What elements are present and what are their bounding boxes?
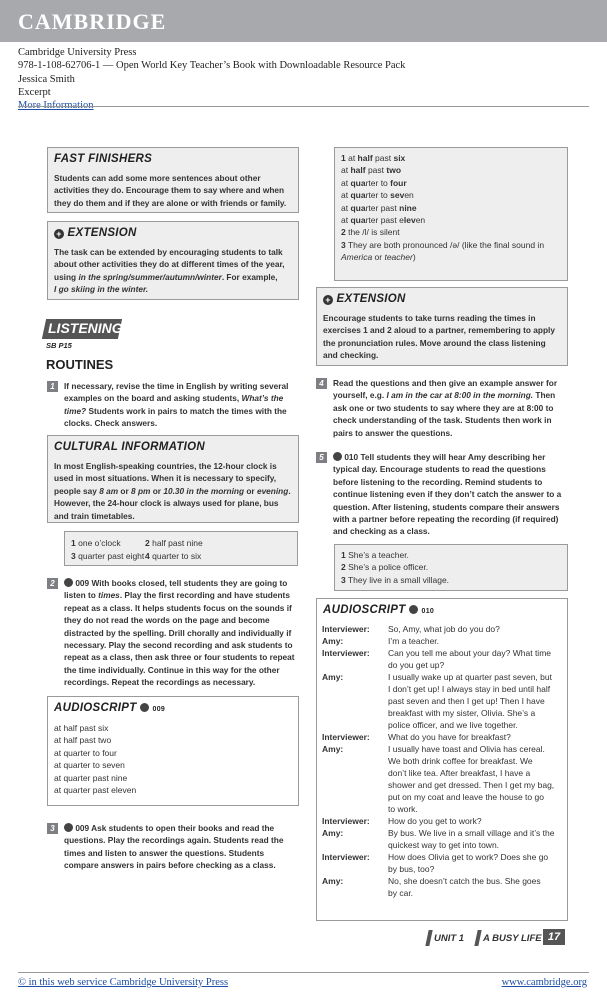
fast-finishers-title: FAST FINISHERS bbox=[54, 153, 153, 165]
audioscript-row bbox=[322, 827, 554, 851]
section-title: ROUTINES bbox=[46, 357, 114, 372]
answer-box-2 bbox=[334, 147, 568, 281]
audioscript-row bbox=[322, 635, 554, 647]
listening-title: LISTENING bbox=[48, 320, 123, 336]
speaker-label: Interviewer: bbox=[322, 624, 370, 634]
header-bar bbox=[0, 0, 607, 42]
fast-finishers-box bbox=[47, 147, 299, 213]
audioscript-row bbox=[322, 623, 554, 635]
author: Jessica Smith bbox=[18, 73, 75, 85]
speaker-label: Interviewer: bbox=[322, 852, 370, 862]
cd-icon bbox=[140, 703, 149, 712]
speaker-label: Amy: bbox=[322, 636, 344, 646]
cd-icon bbox=[409, 605, 418, 614]
more-information-link[interactable]: More Information bbox=[18, 100, 94, 112]
step-3: 3 009 Ask students to open their books and read the questions. Play the recordings again. Students read the times and listen to answer the questions. Students compare answers in pairs before checking as a class. bbox=[47, 822, 302, 872]
excerpt-label: Excerpt bbox=[18, 86, 51, 98]
cd-icon bbox=[64, 578, 73, 587]
extension-text-2: Encourage students to take turns reading the times in exercises 1 and 2 aloud to a partner, remembering to apply the pronunciation rules. Move around the class listening and checking. bbox=[323, 313, 555, 361]
unit-label: UNIT 1 bbox=[434, 933, 465, 944]
speaker-label: Interviewer: bbox=[322, 648, 370, 658]
speaker-label: Interviewer: bbox=[322, 816, 370, 826]
extension-title-2: EXTENSION bbox=[336, 293, 406, 305]
answer-box-3: 1 She’s a teacher. 2 She’s a police officer. 3 They live in a small village. bbox=[334, 544, 568, 591]
book-meta bbox=[18, 46, 405, 112]
speaker-line: Can you tell me about your day? What time do you get up? bbox=[388, 648, 551, 670]
page-number: 17 bbox=[543, 929, 565, 945]
audioscript-010-box: AUDIOSCRIPT 010 Interviewer: So, Amy, what job do you do? Amy: I’m a teacher. Interviewer: Can you tell me about your day? What time do you get up? Amy: I usually wake up at quarter past seven, but I don’t get up! I always stay in bed until half past seven and then I get up! Then I have breakfast with my sister, Olivia. She’s a police officer, and we live together. Interviewer: What do you have for breakfast? Amy: I usually have toast and Olivia has cereal. We both drink coffee for breakfast. We don’t like tea. After breakfast, I have a shower and get dressed. Then I get my bag, put on my coat and leave the house to go to work. Interviewer: How do you get to work? Amy: By bus. We live in a small village and it’s the quickest way to get into town. Interviewer: How does Olivia get to work? Does she go by bus, too? Amy: No, she doesn’t catch the bus. She goes by car. bbox=[316, 598, 568, 921]
plus-icon: + bbox=[54, 229, 64, 239]
cd-icon bbox=[333, 452, 342, 461]
pronunciation-answers: 1 at half past six at half past two at quarter to four at quarter to seven at quarter past nine at quarter past eleven 2 the /l/ is silent 3 They are both pronounced /ə/ (like the final sound in America or teacher) bbox=[341, 153, 545, 263]
audioscript-row bbox=[322, 851, 554, 875]
audioscript-009-box: AUDIOSCRIPT 009 at half past six at half past two at quarter to four at quarter to seven at quarter past nine at quarter past eleven bbox=[47, 696, 299, 806]
audioscript-row bbox=[322, 815, 554, 827]
audioscript-009-lines: at half past six at half past two at quarter to four at quarter to seven at quarter past nine at quarter past eleven bbox=[54, 723, 137, 796]
audioscript-title: AUDIOSCRIPT bbox=[54, 702, 137, 714]
speaker-line: I’m a teacher. bbox=[388, 636, 440, 646]
extension-text: The task can be extended by encouraging students to talk about other activities they do at different times of the year, using in the spring/summer/autumn/winter. For example, I go skiing in the winter. bbox=[54, 247, 285, 295]
cultural-text: In most English-speaking countries, the 12-hour clock is used in most situations. When it is necessary to specify, people say 8 am or 8 pm or 10.30 in the morning or evening. However, the 24-hour clock is always used for plane, bus and train timetables. bbox=[54, 461, 291, 521]
copyright-link[interactable]: © in this web service Cambridge University Press bbox=[18, 977, 229, 988]
cambridge-website-link[interactable]: www.cambridge.org bbox=[501, 977, 587, 988]
speaker-line: I usually wake up at quarter past seven, but I don’t get up! I always stay in bed until half past seven and then I get up! Then I have breakfast with my sister, Olivia. She’s a police officer, and we live together. bbox=[388, 672, 552, 730]
extension-box bbox=[47, 221, 299, 300]
header-divider bbox=[18, 106, 589, 107]
speaker-line: How do you get to work? bbox=[388, 816, 482, 826]
speaker-label: Amy: bbox=[322, 828, 344, 838]
step-5: 5 010 Tell students they will hear Amy describing her typical day. Encourage students to read the questions before listening to the recording. Remind students to continue listening even if they don’t catch the answer to a question. After listening, students compare their answers with a partner before repeating the recording (if required) and checking as a class. bbox=[316, 451, 578, 541]
step-1: 1 If necessary, revise the time in English by writing several examples on the board and asking students, What’s the time? Students work in pairs to match the times with the clocks. Check answers. bbox=[47, 380, 302, 430]
answer-box-1: 1 one o’clock 2 half past nine 3 quarter past eight 4 quarter to six bbox=[64, 531, 298, 566]
speaker-line: How does Olivia get to work? Does she go by bus, too? bbox=[388, 852, 549, 874]
audioscript-title-2: AUDIOSCRIPT bbox=[323, 604, 406, 616]
extension-title: EXTENSION bbox=[67, 227, 137, 239]
audioscript-row bbox=[322, 731, 554, 743]
speaker-line: I usually have toast and Olivia has cereal. We both drink coffee for breakfast. We don’t like tea. After breakfast, I have a shower and get dressed. Then I get my bag, put on my coat and leave the house to go to work. bbox=[388, 744, 555, 814]
step-4: 4 Read the questions and then give an example answer for yourself, e.g. I am in the car at 8:00 in the morning. Then ask one or two students to say where they are at 8:00 to check understanding of the task. Students then work in pairs to answer the questions. bbox=[316, 377, 578, 441]
speaker-label: Interviewer: bbox=[322, 732, 370, 742]
audioscript-010-table bbox=[322, 623, 554, 899]
footer-divider bbox=[18, 972, 589, 973]
audioscript-row bbox=[322, 647, 554, 671]
cultural-title: CULTURAL INFORMATION bbox=[54, 441, 206, 453]
speaker-line: No, she doesn’t catch the bus. She goes by car. bbox=[388, 876, 541, 898]
publisher: Cambridge University Press bbox=[18, 47, 137, 58]
audioscript-row bbox=[322, 743, 554, 815]
isbn-title: 978-1-108-62706-1 — Open World Key Teacher’s Book with Downloadable Resource Pack bbox=[18, 60, 406, 72]
sb-page-ref: SB P15 bbox=[46, 341, 72, 350]
cambridge-logo: CAMBRIDGE bbox=[18, 9, 167, 34]
extension-box-2 bbox=[316, 287, 568, 366]
fast-finishers-text: Students can add some more sentences about other activities they do. Encourage them to say where and when they do them and if they are alone or with friends or family. bbox=[54, 173, 287, 208]
plus-icon: + bbox=[323, 295, 333, 305]
speaker-label: Amy: bbox=[322, 744, 344, 754]
speaker-line: By bus. We live in a small village and it’s the quickest way to get into town. bbox=[388, 828, 555, 850]
cultural-information-box bbox=[47, 435, 299, 523]
audioscript-row bbox=[322, 671, 554, 731]
speaker-line: So, Amy, what job do you do? bbox=[388, 624, 500, 634]
speaker-line: What do you have for breakfast? bbox=[388, 732, 511, 742]
audioscript-row bbox=[322, 875, 554, 899]
step-2: 2 009 With books closed, tell students they are going to listen to times. Play the first recording and have students repeat as a class. It helps students focus on the sounds if they do not read the words on the page and become distracted by the spelling. Drill chorally and individually if necessary. Play the second recording and ask students to repeat as a class, then ask three or four students to repeat the time individually. Continue in this way for the other recordings. Repeat the recordings as necessary. bbox=[47, 577, 302, 692]
cd-icon bbox=[64, 823, 73, 832]
speaker-label: Amy: bbox=[322, 876, 344, 886]
unit-title: A BUSY LIFE bbox=[483, 933, 542, 944]
speaker-label: Amy: bbox=[322, 672, 344, 682]
